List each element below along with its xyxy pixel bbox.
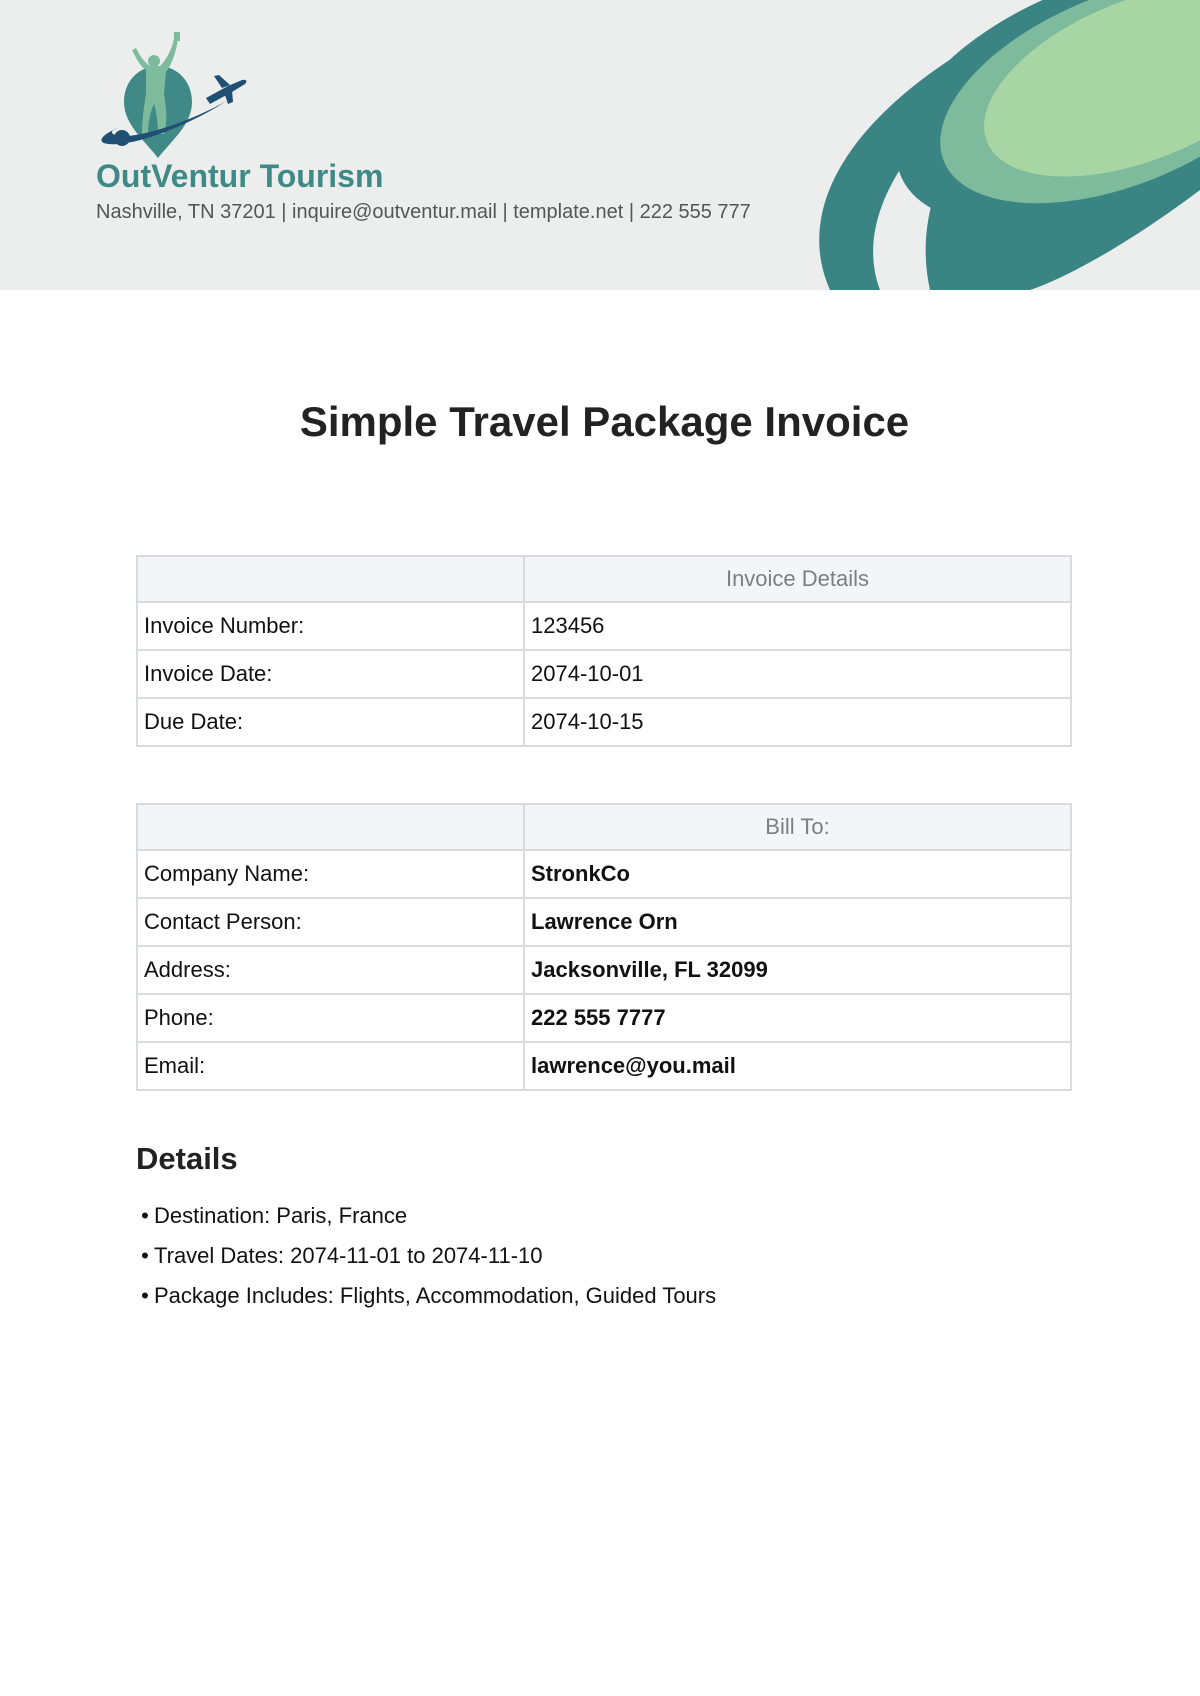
phone-label: Phone: <box>137 994 524 1042</box>
invoice-date-value: 2074-10-01 <box>524 650 1071 698</box>
traveler-airplane-logo-icon <box>88 30 258 165</box>
bill-to-table <box>136 803 1072 1091</box>
contact-person-value: Lawrence Orn <box>524 898 1071 946</box>
company-contact-line: Nashville, TN 37201 | inquire@outventur.mail | template.net | 222 555 777 <box>96 201 751 223</box>
bullet-icon: • <box>141 1203 149 1228</box>
address-value: Jacksonville, FL 32099 <box>524 946 1071 994</box>
email-value: lawrence@you.mail <box>524 1042 1071 1090</box>
table-row <box>137 994 1071 1042</box>
company-name-label: Company Name: <box>137 850 524 898</box>
company-name-value: StronkCo <box>524 850 1071 898</box>
due-date-value: 2074-10-15 <box>524 698 1071 746</box>
table-row <box>137 946 1071 994</box>
list-item <box>136 1236 716 1276</box>
table-row <box>137 1042 1071 1090</box>
table-header-empty <box>137 804 524 850</box>
email-label: Email: <box>137 1042 524 1090</box>
contact-person-label: Contact Person: <box>137 898 524 946</box>
address-label: Address: <box>137 946 524 994</box>
bullet-icon: • <box>141 1243 149 1268</box>
details-heading: Details <box>136 1141 238 1176</box>
destination-item: Destination: Paris, France <box>154 1203 408 1228</box>
list-item <box>136 1196 716 1236</box>
bullet-icon: • <box>141 1283 149 1308</box>
table-row <box>137 850 1071 898</box>
invoice-details-table <box>136 555 1072 747</box>
due-date-label: Due Date: <box>137 698 524 746</box>
company-name: OutVentur Tourism <box>96 158 384 194</box>
table-row <box>137 650 1071 698</box>
page-title: Simple Travel Package Invoice <box>299 398 910 445</box>
travel-dates-item: Travel Dates: 2074-11-01 to 2074-11-10 <box>154 1243 543 1268</box>
details-list <box>136 1196 716 1316</box>
invoice-number-label: Invoice Number: <box>137 602 524 650</box>
bill-to-header: Bill To: <box>524 804 1071 850</box>
letterhead <box>0 0 1200 290</box>
phone-value: 222 555 7777 <box>524 994 1071 1042</box>
table-row <box>137 898 1071 946</box>
table-row <box>137 602 1071 650</box>
invoice-details-header: Invoice Details <box>524 556 1071 602</box>
list-item <box>136 1276 716 1316</box>
invoice-date-label: Invoice Date: <box>137 650 524 698</box>
table-row <box>137 698 1071 746</box>
table-header-row <box>137 556 1071 602</box>
invoice-number-value: 123456 <box>524 602 1071 650</box>
package-includes-item: Package Includes: Flights, Accommodation, Guided Tours <box>154 1283 717 1308</box>
table-header-empty <box>137 556 524 602</box>
table-header-row <box>137 804 1071 850</box>
